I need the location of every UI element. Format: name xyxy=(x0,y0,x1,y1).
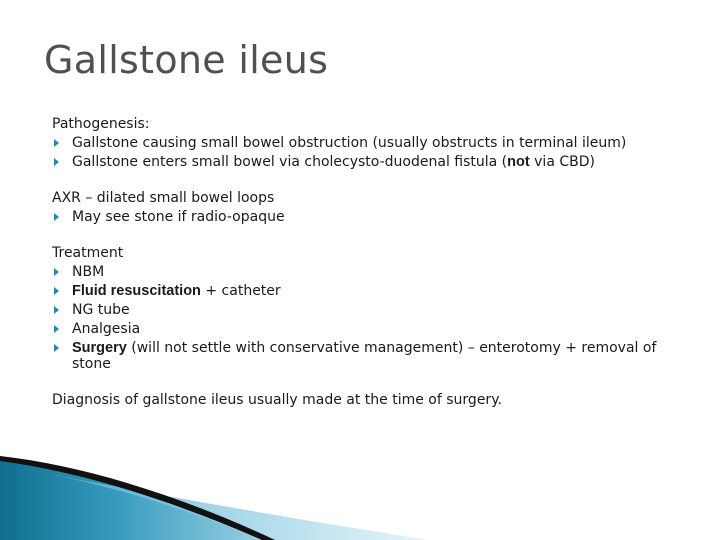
wave-black-stripe xyxy=(0,456,275,540)
triangle-bullet-icon xyxy=(54,287,59,295)
spacer xyxy=(52,228,664,245)
axr-heading: AXR – dilated small bowel loops xyxy=(52,190,275,206)
conclusion-text: Diagnosis of gallstone ileus usually made at the time of surgery. xyxy=(52,392,502,408)
bullet-text: Analgesia xyxy=(72,321,141,337)
list-item xyxy=(52,321,664,337)
triangle-bullet-icon xyxy=(54,325,59,333)
pathogenesis-heading: Pathogenesis: xyxy=(52,116,150,132)
slide-body xyxy=(52,116,664,411)
bullet-text: NG tube xyxy=(72,302,130,318)
bullet-text: Gallstone causing small bowel obstruction (usually obstructs in terminal ileum) xyxy=(72,135,627,151)
bullet-emphasis: not xyxy=(507,154,530,170)
list-item xyxy=(52,340,664,372)
pathogenesis-list xyxy=(52,135,664,170)
triangle-bullet-icon xyxy=(54,268,59,276)
triangle-bullet-icon xyxy=(54,139,59,147)
triangle-bullet-icon xyxy=(54,344,59,352)
list-item xyxy=(52,302,664,318)
bullet-text: + catheter xyxy=(200,283,281,299)
wave-light-band xyxy=(40,472,430,540)
list-item xyxy=(52,135,664,151)
bullet-emphasis: Surgery xyxy=(72,340,127,356)
list-item xyxy=(52,209,664,225)
bullet-emphasis: Fluid resuscitation xyxy=(72,283,201,299)
triangle-bullet-icon xyxy=(54,158,59,166)
bullet-text: (will not settle with conservative management) – enterotomy + removal of stone xyxy=(72,340,657,372)
triangle-bullet-icon xyxy=(54,306,59,314)
spacer xyxy=(52,173,664,190)
wave-fill xyxy=(0,456,270,540)
list-item xyxy=(52,283,664,299)
bullet-text: Gallstone enters small bowel via cholecysto-duodenal fistula ( xyxy=(72,154,508,170)
triangle-bullet-icon xyxy=(54,213,59,221)
bullet-text: NBM xyxy=(72,264,105,280)
slide-title: Gallstone ileus xyxy=(44,38,329,82)
treatment-list xyxy=(52,264,664,372)
axr-list xyxy=(52,209,664,225)
list-item xyxy=(52,264,664,280)
treatment-heading: Treatment xyxy=(52,245,124,261)
spacer xyxy=(52,375,664,392)
bullet-text: via CBD) xyxy=(529,154,595,170)
bullet-text: May see stone if radio-opaque xyxy=(72,209,285,225)
list-item xyxy=(52,154,664,170)
